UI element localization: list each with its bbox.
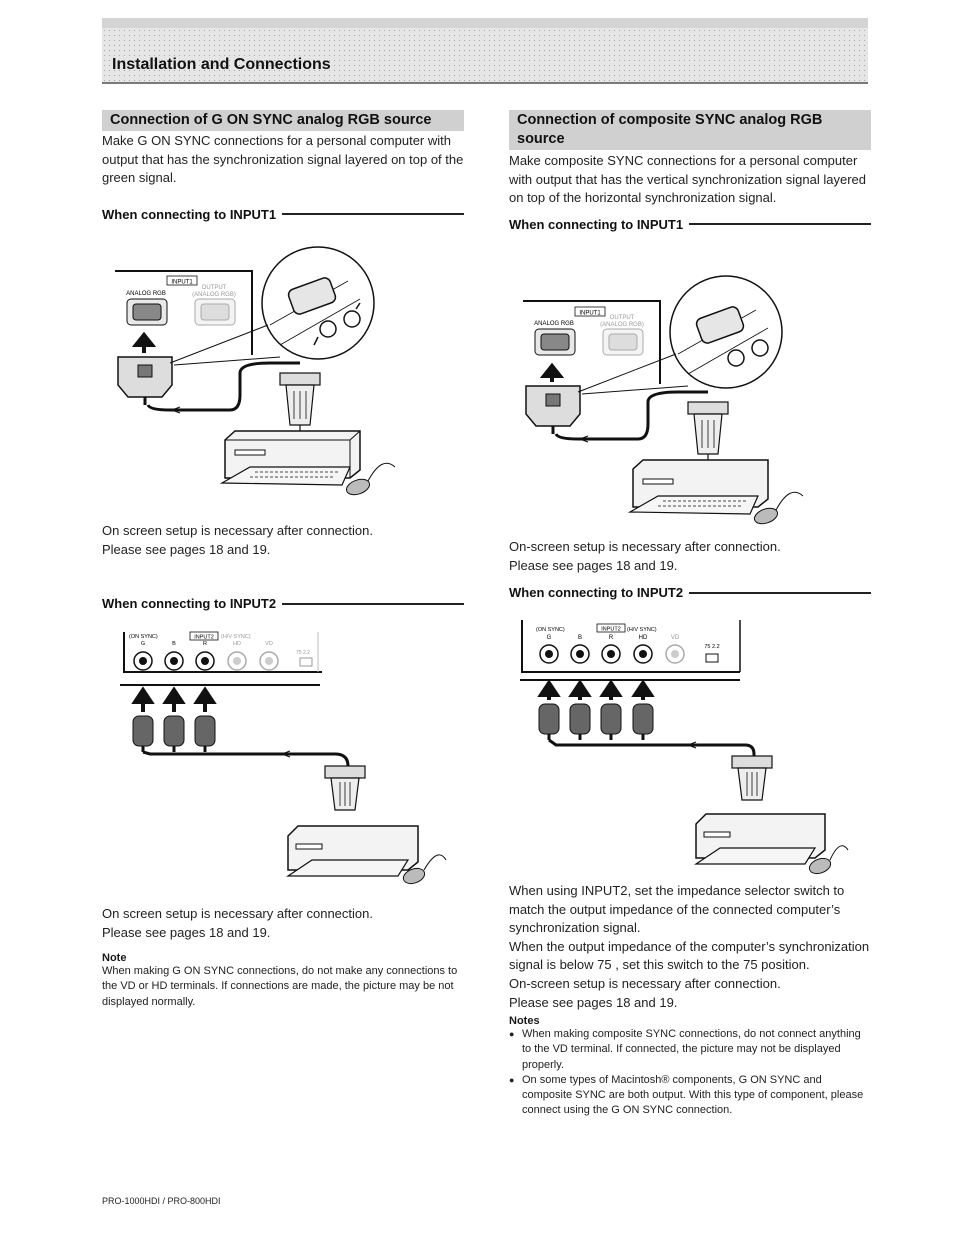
- right-computer-icon: [630, 460, 803, 527]
- left-input2-computer-icon: [288, 826, 446, 886]
- computer-icon: [222, 431, 395, 498]
- right-input2-heading: [509, 585, 871, 600]
- right-notes-list: [509, 1027, 871, 1118]
- section-title-g-on-sync: Connection of G ON SYNC analog RGB source: [102, 110, 464, 131]
- right-input1-heading-text: When connecting to INPUT1: [509, 216, 684, 232]
- list-item: ● When making composite SYNC connections, do not connect anything to the VD terminal. If connected, the picture may not be displayed properly.: [509, 1027, 871, 1073]
- right-vd-label: VD: [670, 635, 680, 641]
- zoom-detail-circle: [262, 247, 374, 359]
- right-para-setup: On-screen setup is necessary after connection.: [509, 975, 781, 991]
- left-input2-block: [102, 596, 464, 611]
- left-input2-computer-connector-icon: [325, 766, 365, 810]
- left-note-text: When making G ON SYNC connections, do not make any connections to the VD or HD terminals. If connections are made, the picture may be not displayed normally.: [102, 965, 458, 1008]
- right-bnc-plugs: [539, 683, 653, 740]
- right-g-label: G: [546, 635, 552, 641]
- left-input2-heading: [102, 596, 464, 611]
- output-rgb-port: [195, 299, 235, 325]
- right-input2-computer-connector-icon: [732, 756, 772, 800]
- right-on-sync-label: (ON SYNC): [536, 627, 565, 633]
- right-bnc-terminals: [540, 645, 718, 663]
- right-para-impedance-1: When using INPUT2, set the impedance selector switch to match the output impedance of the connected computer’s synchronization signal.: [509, 883, 845, 936]
- right-computer-connector-icon: [688, 402, 728, 466]
- left-input2-badge: INPUT2: [194, 634, 214, 641]
- left-input1-setup-line2: Please see pages 18 and 19.: [102, 541, 271, 557]
- left-b-label: B: [172, 641, 176, 647]
- right-vga-plug-icon: [526, 386, 580, 434]
- right-input1-setup: [509, 538, 871, 600]
- right-input2-computer-icon: [696, 814, 848, 876]
- footer-model: PRO-1000HDI / PRO-800HDI: [102, 1196, 221, 1206]
- left-g-label: G: [140, 641, 146, 647]
- right-zoom-detail-circle: [670, 276, 782, 388]
- left-input2-setup: [102, 905, 464, 1010]
- right-input2-heading-text: When connecting to INPUT2: [509, 585, 684, 601]
- left-input1-illustration: [110, 245, 400, 500]
- right-para-impedance-2: When the output impedance of the computer’s synchronization signal is below 75 , set this switch to the 75 position.: [509, 938, 870, 973]
- left-input2-setup-line1: On screen setup is necessary after connection.: [102, 906, 373, 921]
- left-note-heading: Note: [102, 952, 127, 965]
- bnc-terminals: [134, 652, 312, 670]
- left-hd-label: HD: [233, 641, 241, 647]
- left-input1-heading: [102, 207, 464, 222]
- page-title: Installation and Connections: [112, 56, 331, 73]
- right-r-label: R: [608, 635, 614, 641]
- left-vd-label: VD: [265, 641, 273, 647]
- right-hv-sync-label: (H/V SYNC): [627, 627, 657, 633]
- composite-sync-intro: Make composite SYNC connections for a personal computer with output that has the vertical synchronization signal layered on top of the horizontal synchronization signal.: [509, 153, 866, 206]
- left-input1-badge: INPUT1: [171, 279, 193, 286]
- section-title-composite-sync: Connection of composite SYNC analog RGB source: [509, 110, 871, 150]
- left-impedance-label: 75 2.2: [296, 650, 310, 656]
- right-input1-heading: [509, 217, 871, 232]
- right-input1-setup-line1: On-screen setup is necessary after connection.: [509, 539, 781, 554]
- right-impedance-label: 75 2.2: [704, 644, 720, 650]
- analog-rgb-port: [127, 299, 167, 325]
- computer-connector-icon: [280, 373, 320, 437]
- right-input2-badge: INPUT2: [601, 626, 621, 633]
- left-output-label-1: OUTPUT: [201, 285, 227, 291]
- page-header-band: [102, 18, 868, 84]
- left-input2-heading-text: When connecting to INPUT2: [102, 596, 277, 611]
- right-input2-text: [509, 882, 871, 1118]
- bnc-plugs: [133, 690, 215, 752]
- left-column: [102, 110, 464, 222]
- right-output-label-1: OUTPUT: [609, 315, 635, 321]
- left-hv-sync-label: (H/V SYNC): [221, 634, 251, 640]
- g-on-sync-intro: Make G ON SYNC connections for a personal computer with output that has the synchronization signal layered on top of the green signal.: [102, 133, 464, 186]
- right-notes-heading: Notes: [509, 1015, 540, 1028]
- right-b-label: B: [577, 635, 583, 641]
- left-on-sync-label: (ON SYNC): [129, 634, 158, 640]
- left-input2-setup-line2: Please see pages 18 and 19.: [102, 924, 271, 940]
- left-output-label-2: (ANALOG RGB): [192, 292, 236, 298]
- list-item: ● On some types of Macintosh® components, G ON SYNC and composite SYNC are both output. With this type of component, please connect using the G ON SYNC connection.: [509, 1073, 871, 1119]
- right-output-label-2: (ANALOG RGB): [600, 322, 644, 328]
- right-analog-rgb-port: [535, 329, 575, 355]
- left-input1-setup: [102, 522, 464, 559]
- right-output-rgb-port: [603, 329, 643, 355]
- left-analog-rgb-label: ANALOG RGB: [126, 291, 166, 297]
- right-column: [509, 110, 871, 232]
- right-input1-badge: INPUT1: [579, 310, 601, 317]
- right-input1-setup-line2: Please see pages 18 and 19.: [509, 557, 678, 573]
- right-input1-illustration: [518, 274, 808, 529]
- right-input2-illustration: [520, 620, 850, 878]
- right-analog-rgb-label: ANALOG RGB: [534, 321, 574, 327]
- vga-plug-icon: [118, 357, 172, 405]
- right-hd-label: HD: [638, 635, 648, 641]
- left-input1-heading-text: When connecting to INPUT1: [102, 206, 277, 222]
- left-r-label: R: [203, 641, 207, 647]
- right-para-pages: Please see pages 18 and 19.: [509, 994, 678, 1010]
- left-input1-setup-line1: On screen setup is necessary after connection.: [102, 523, 373, 538]
- left-input2-illustration: [120, 628, 450, 888]
